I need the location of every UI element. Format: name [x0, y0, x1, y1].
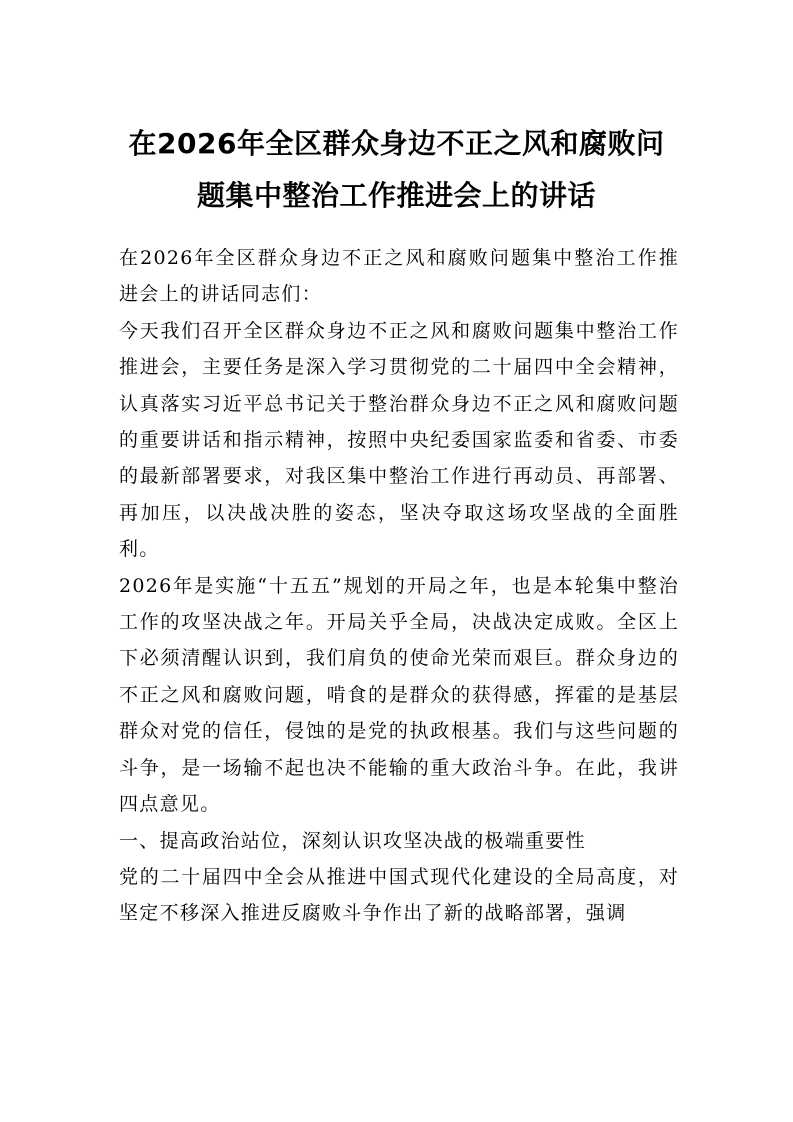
paragraph-section-1: 党的二十届四中全会从推进中国式现代化建设的全局高度，对坚定不移深入推进反腐败斗争作出了新的战略部署，强调: [119, 865, 679, 925]
paragraph-context: 2026年是实施“十五五”规划的开局之年，也是本轮集中整治工作的攻坚决战之年。开局关乎全局，决战决定成败。全区上下必须清醒认识到，我们肩负的使命光荣而艰巨。群众身边的不正之风和腐败问题，啃食的是群众的获得感，挥霍的是基层群众对党的信任，侵蚀的是党的执政根基。我们与这些问题的斗争，是一场输不起也决不能输的重大政治斗争。在此，我讲四点意见。: [119, 574, 679, 816]
document-title: [100, 118, 693, 222]
paragraph-intro: 今天我们召开全区群众身边不正之风和腐败问题集中整治工作推进会，主要任务是深入学习贯彻党的二十届四中全会精神，认真落实习近平总书记关于整治群众身边不正之风和腐败问题的重要讲话和指示精神，按照中央纪委国家监委和省委、市委的最新部署要求，对我区集中整治工作进行再动员、再部署、再加压，以决战决胜的姿态，坚决夺取这场攻坚战的全面胜利。: [119, 319, 679, 561]
document-body: [119, 240, 679, 932]
title-line-1: 在2026年全区群众身边不正之风和腐败问: [128, 127, 665, 160]
title-line-2: 题集中整治工作推进会上的讲话: [196, 179, 596, 212]
paragraph-opening: 在2026年全区群众身边不正之风和腐败问题集中整治工作推进会上的讲话同志们：: [119, 247, 679, 306]
section-heading-1: 一、提高政治站位，深刻认识攻坚决战的极端重要性: [119, 829, 586, 852]
